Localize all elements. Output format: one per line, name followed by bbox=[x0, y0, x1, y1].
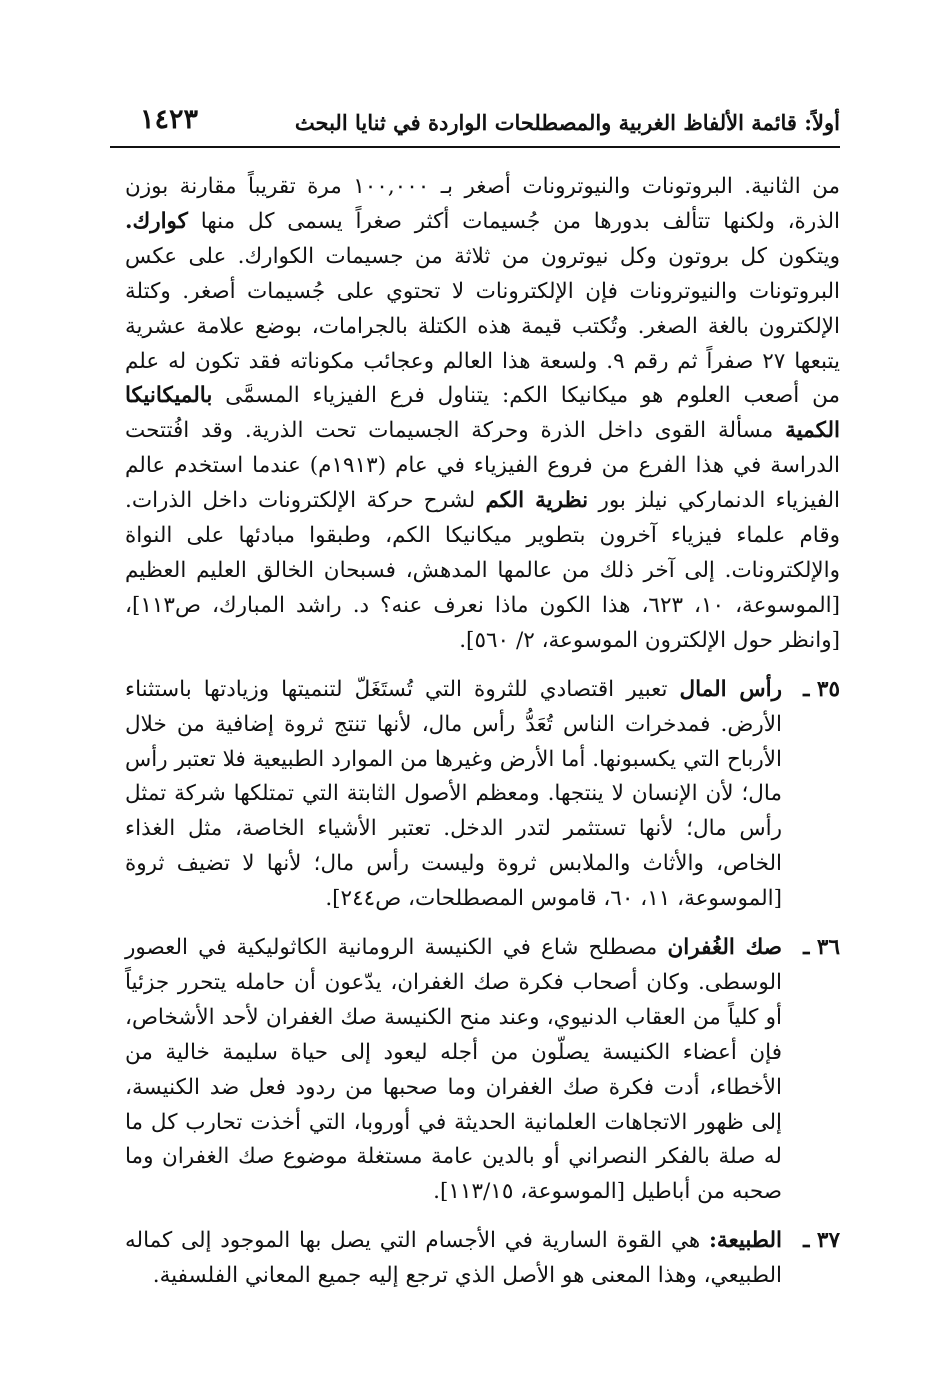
entry-number: ٣٦ ـ bbox=[803, 935, 840, 961]
entry-number: ٣٧ ـ bbox=[803, 1228, 840, 1254]
text-run: ويتكون كل بروتون وكل نيوترون من ثلاثة من جسيمات الكوارك. على عكس البروتونات والنيوترونات فإن الإلكترونات لا تحتوي على جُسيمات أصغر. وكتلة الإلكترون بالغة الصغر. وتُكتب قيمة هذه الكتلة بالجرامات، بوضع علامة عشرية يتبعها ٢٧ صفراً ثم رقم ٩. ولسعة هذا العالم وعجائب مكوناته فقد تكون له علم من أصعب العلوم هو ميكانيكا الكم: يتناول فرع الفيزياء المسمَّى bbox=[125, 243, 840, 409]
text-run: من الثانية. البروتونات والنيوترونات أصغر بـ ١٠٠,٠٠٠ مرة تقريباً مقارنة بوزن الذرة، ولكنها تتألف بدورها من جُسيمات أكثر صغراً يسمى كل منها bbox=[125, 174, 841, 234]
page-body bbox=[125, 170, 840, 1294]
entry-number: ٣٥ ـ bbox=[803, 676, 840, 702]
text-run: لشرح حركة الإلكترونات داخل الذرات. وقام علماء فيزياء آخرون بتطوير ميكانيكا الكم، وطبقوا مبادئها على النواة والإلكترونات. إلى آخر ذلك من عالمها المدهش، فسبحان الخالق العليم العظيم [الموسوعة، ١٠، ٦٢٣، هذا الكون ماذا نعرف عنه؟ د. راشد المبارك، ص١١٣]، [وانظر حول الإلكترون الموسوعة، ٢/ ٥٦٠]. bbox=[125, 488, 840, 653]
entry-term: رأس المال bbox=[679, 676, 782, 702]
entry-text bbox=[125, 673, 782, 917]
glossary-entry-36 bbox=[125, 931, 840, 1210]
bold-term: نظرية الكم bbox=[485, 488, 589, 514]
glossary-entry-35 bbox=[125, 673, 840, 917]
glossary-entry-37 bbox=[125, 1224, 840, 1294]
bold-term: بالميكانيكا الكمية bbox=[125, 383, 840, 444]
entry-definition: تعبير اقتصادي للثروة التي تُستَغَلّ لتنميتها وزيادتها باستثناء الأرض. فمدخرات الناس تُعَدُّ رأس مال، لأنها تنتج ثروة إضافية من خلال الأرباح التي يكسبونها. أما الأرض وغيرها من الموارد الطبيعية فلا تعتبر رأس مال؛ لأن الإنسان لا ينتجها. ومعظم الأصول الثابتة التي تمتلكها شركة تمثل رأس مال؛ لأنها تستثمر لتدر الدخل. تعتبر الأشياء الخاصة، مثل الغذاء الخاص، والأثاث والملابس ثروة وليست رأس مال؛ لأنها لا تضيف ثروة [الموسوعة، ١١، ٦٠، قاموس المصطلحات، ص٢٤٤]. bbox=[125, 676, 782, 912]
entry-term: الطبيعة: bbox=[709, 1228, 782, 1254]
header-title: أولاً: قائمة الألفاظ الغربية والمصطلحات الواردة في ثنايا البحث bbox=[294, 110, 840, 135]
running-header bbox=[110, 104, 840, 142]
continued-paragraph bbox=[125, 170, 840, 659]
header-divider bbox=[110, 146, 840, 148]
entry-definition: هي القوة السارية في الأجسام التي يصل بها الموجود إلى كماله الطبيعي، وهذا المعنى هو الأصل الذي ترجع إليه جميع المعاني الفلسفية. bbox=[125, 1228, 782, 1289]
page-number: ١٤٢٣ bbox=[140, 104, 199, 135]
entry-text bbox=[125, 1224, 782, 1294]
paragraph-text bbox=[125, 170, 840, 659]
entry-term: صك الغُفران bbox=[667, 935, 782, 961]
entry-text bbox=[125, 931, 782, 1210]
entry-definition: مصطلح شاع في الكنيسة الرومانية الكاثوليكية في العصور الوسطى. وكان أصحاب فكرة صك الغفران، يدّعون أن حامله يتحرر جزئياً أو كلياً من العقاب الدنيوي، وعند منح الكنيسة صك الغفران لأحد الأشخاص، فإن أعضاء الكنيسة يصلّون من أجله ليعود إلى حياة سليمة خالية من الأخطاء، أدت فكرة صك الغفران وما صحبها من ردود فعل ضد الكنيسة، إلى ظهور الاتجاهات العلمانية الحديثة في أوروبا، التي أخذت تحارب كل ما له صلة بالفكر النصراني أو بالدين عامة مستغلة موضوع صك الغفران وما صحبه من أباطيل [الموسوعة، ١١٣/١٥]. bbox=[125, 935, 782, 1205]
text-run: مسألة القوى داخل الذرة وحركة الجسيمات تحت الذرية. وقد افُتتحت الدراسة في هذا الفرع من فروع الفيزياء في عام (١٩١٣م) عندما استخدم عالم الفيزياء الدنماركي نيلز بور bbox=[125, 418, 840, 514]
bold-term: كوارك. bbox=[125, 208, 188, 234]
